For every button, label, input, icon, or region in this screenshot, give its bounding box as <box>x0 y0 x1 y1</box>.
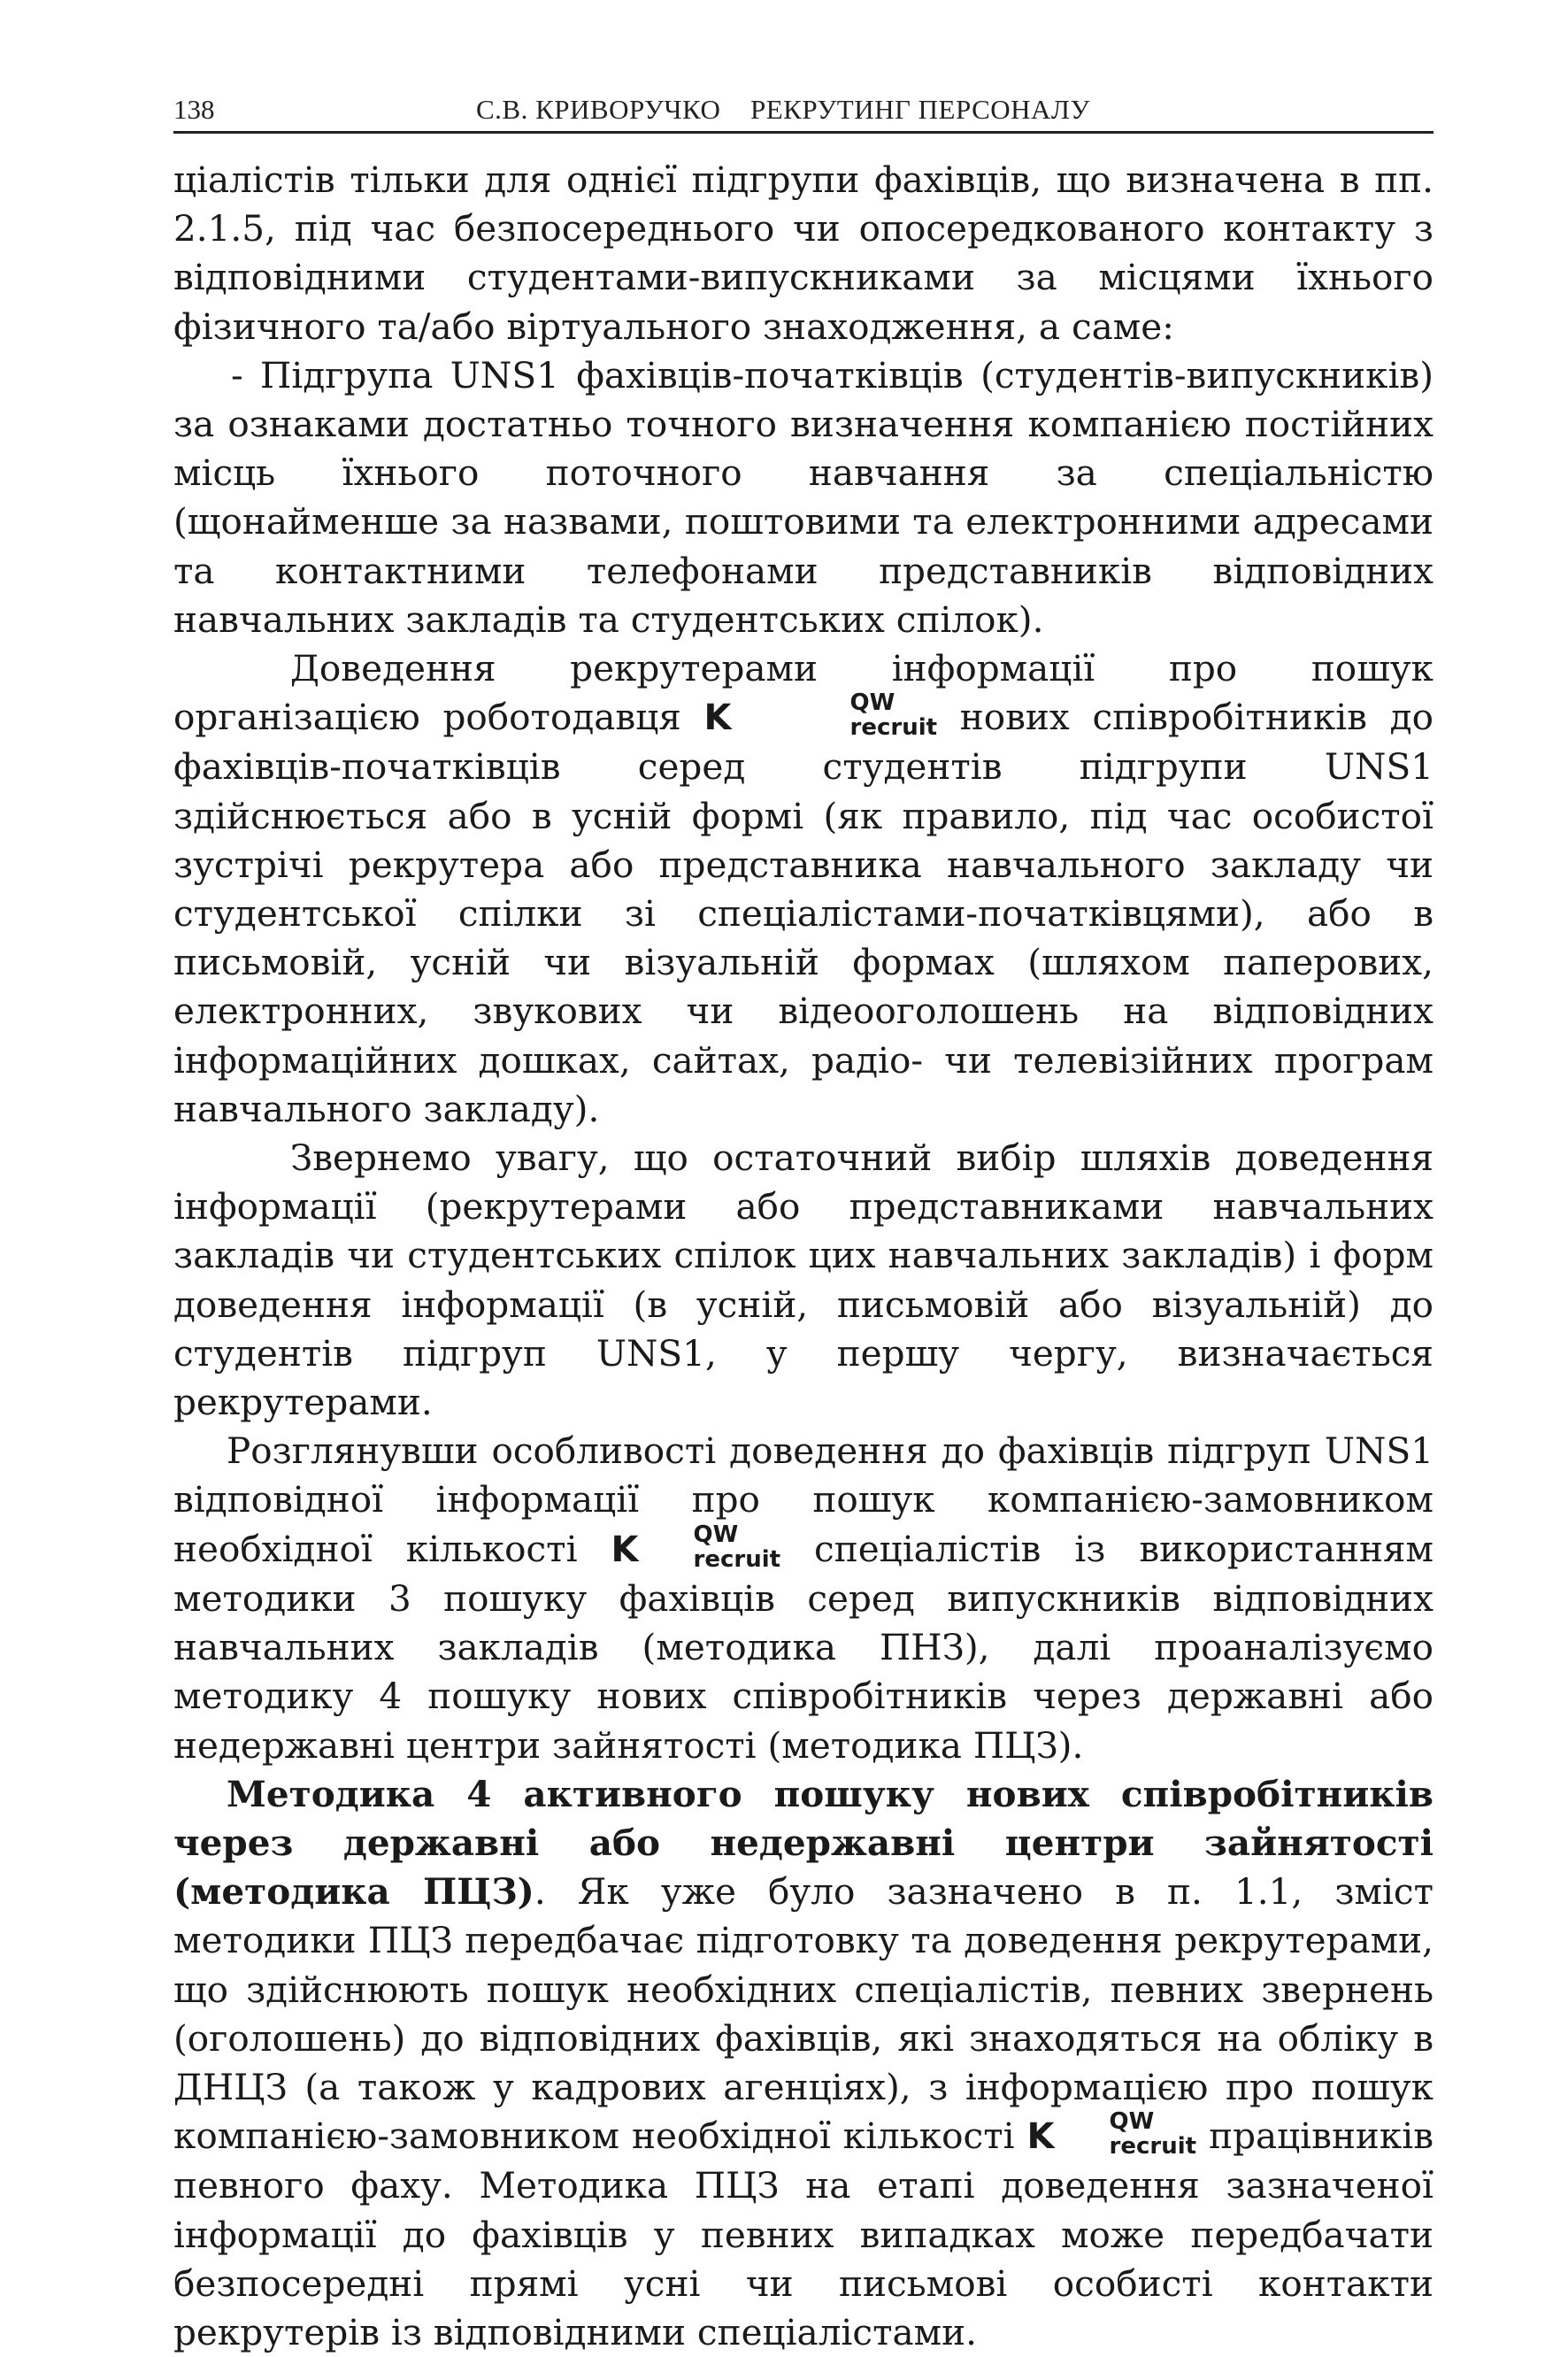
paragraph-4-text: Звернемо увагу, що остаточний вибір шляхів доведення інформації (рекрутерами або представниками навчальних закладів чи студентських спілок цих навчальних закладів) і форм доведення інформації (в усній, письмовій або візуальній) до студентів підгруп UNS1, у першу чергу, визначається рекрутерами. <box>173 1136 1433 1424</box>
paragraph-1-text: ціалістів тільки для однієї підгрупи фахівців, що визначена в пп. 2.1.5, під час безпосереднього чи опосередкованого контакту з відповідними студентами-випускниками за місцями їхнього фізичного та/або віртуального знаходження, а саме: <box>173 158 1433 348</box>
body-text <box>173 156 1433 2357</box>
symbol-base: K <box>611 1529 639 1570</box>
paragraph-2-bullet <box>173 351 1433 644</box>
k-recruit-symbol <box>703 689 938 742</box>
paragraph-2-text: - Підгрупа UNS1 фахівців-початківців (студентів-випускників) за ознаками достатньо точного визначення компанією постійних місць їхнього поточного навчання за спеціальністю (щонайменше за назвами, поштовими та електронними адресами та контактними телефонами представників відповідних навчальних закладів та студентських спілок). <box>173 353 1433 641</box>
symbol-subscript: recruit <box>849 714 938 742</box>
header-author: С.В. КРИВОРУЧКО <box>476 94 721 125</box>
running-header <box>173 92 1433 134</box>
symbol-superscript: QW <box>849 689 895 717</box>
page-number: 138 <box>173 94 215 125</box>
symbol-subscript: recruit <box>1109 2133 1197 2161</box>
paragraph-5-text-after: спеціалістів із використанням методики 3 пошуку фахівців серед випускників відповідних навчальних закладів (методика ПНЗ), далі проаналізуємо методику 4 пошуку нових співробітників через державні або недержавні центри зайнятості (методика ПЦЗ). <box>173 1527 1433 1767</box>
k-recruit-symbol <box>611 1521 781 1573</box>
paragraph-3-text-after: нових співробітників до фахівців-початківців серед студентів підгрупи UNS1 здійснюється або в усній формі (як правило, під час особистої зустрічі рекрутера або представника навчального закладу чи студентської спілки зі спеціалістами-початківцями), або в письмовій, усній чи візуальній формах (шляхом паперових, електронних, звукових чи відеооголошень на відповідних інформаційних дошках, сайтах, радіо- чи телевізійних програм навчального закладу). <box>173 696 1433 1130</box>
paragraph-3-text-before: Доведення рекрутерами інформації про пошук організацією роботодавця <box>173 647 1433 739</box>
k-recruit-symbol <box>1026 2108 1197 2161</box>
paragraph-6-text-before: . Як уже було зазначено в п. 1.1, зміст методики ПЦЗ передбачає підготовку та доведення рекрутерами, що здійснюють пошук необхідних спеціалістів, певних звернень (оголошень) до відповідних фахівців, які знаходяться на обліку в ДНЦЗ (а також у кадрових агенціях), з інформацією про пошук компанією-замовником необхідної кількості <box>173 1870 1433 2158</box>
paragraph-6 <box>173 1770 1433 2357</box>
paragraph-3 <box>173 644 1433 1134</box>
symbol-superscript: QW <box>693 1521 739 1548</box>
paragraph-5 <box>173 1427 1433 1769</box>
symbol-base: K <box>703 697 732 739</box>
symbol-superscript: QW <box>1109 2108 1155 2136</box>
paragraph-1 <box>173 156 1433 351</box>
symbol-base: K <box>1026 2116 1055 2158</box>
method-4-heading: Методика 4 активного пошуку нових співробітників через державні або недержавні центри зайнятості (методика ПЦЗ) <box>173 1772 1433 1914</box>
paragraph-6-text-after: працівників певного фаху. Методика ПЦЗ на етапі доведення зазначеної інформації до фахівців у певних випадках може передбачати безпосередні прямі усні чи письмові особисті контакти рекрутерів із відповідними спеціалістами. <box>173 2114 1433 2353</box>
symbol-subscript: recruit <box>693 1545 781 1573</box>
header-book-title: РЕКРУТИНГ ПЕРСОНАЛУ <box>750 94 1090 125</box>
paragraph-5-text-before: Розглянувши особливості доведення до фахівців підгруп UNS1 відповідної інформації про пошук компанією-замовником необхідної кількості <box>173 1429 1433 1570</box>
paragraph-4 <box>173 1134 1433 1427</box>
